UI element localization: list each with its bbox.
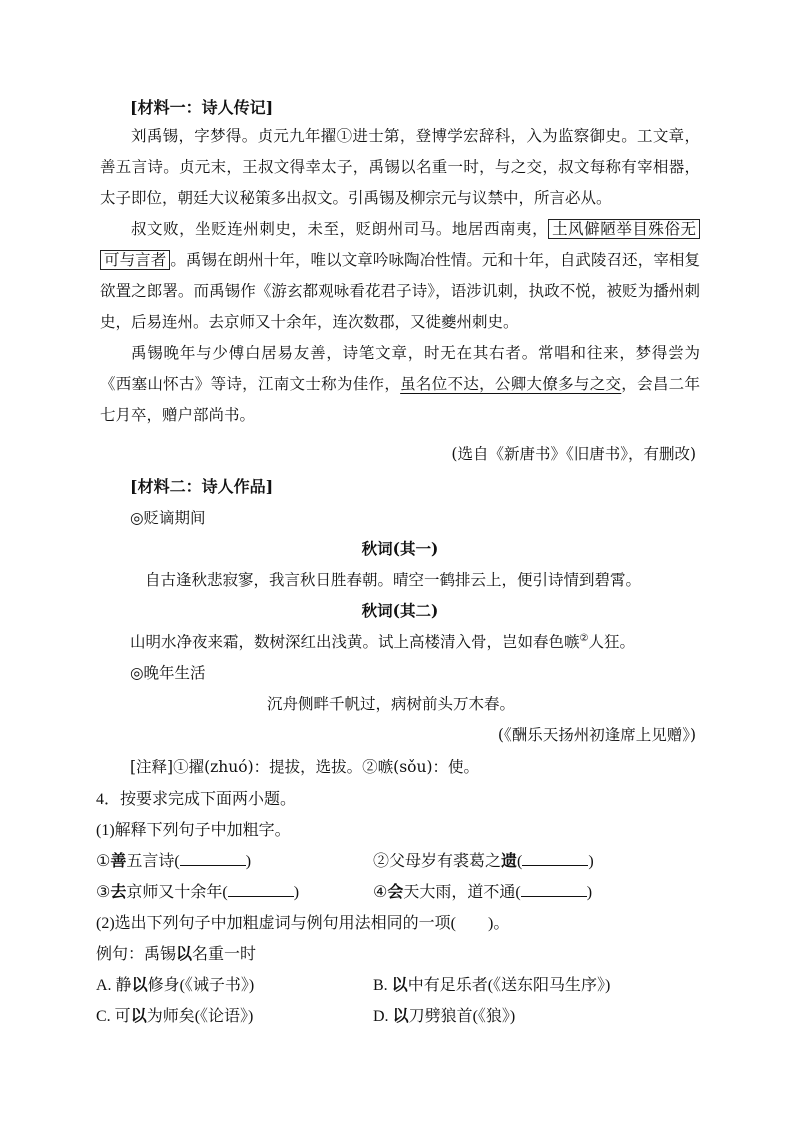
poem2-text-b: 人狂。: [588, 633, 635, 651]
poem1-text: 自古逢秋悲寂寥，我言秋日胜春朝。晴空一鹤排云上，便引诗情到碧霄。: [145, 571, 642, 589]
p3-text-b: ，会昌二年七月卒，赠户部尚书。: [100, 375, 700, 424]
poem3-text: 沉舟侧畔千帆过，病树前头万木春。: [267, 695, 516, 713]
item3-post: 京师又十余年(: [126, 884, 228, 901]
answer-blank-3[interactable]: [228, 882, 294, 897]
poem2-title: 秋词(其二): [361, 601, 439, 620]
biography-paragraph-3: [100, 338, 700, 431]
question-4: 4．按要求完成下面两小题。: [96, 791, 297, 808]
optC-post: 为师矣(《论语》): [146, 1008, 254, 1025]
biography-paragraph-1: 刘禹锡，字梦得。贞元九年擢①进士第，登博学宏辞科，入为监察御史。工文章，善五言诗。贞元末，王叔文得幸太子，禹锡以名重一时，与之交，叔文每称有宰相器，太子即位，朝廷大议秘策多出叔文。引禹锡及柳宗元与议禁中，所言必从。: [100, 127, 700, 207]
optA-post: 修身(《诫子书》): [147, 977, 255, 994]
optA-bold-char: 以: [131, 977, 148, 994]
example-post: 名重一时: [192, 946, 257, 963]
item3-pre: ③: [96, 884, 111, 901]
question-4-2: (2)选出下列句子中加粗虚词与例句用法相同的一项( )。: [96, 915, 510, 932]
item3-bold-char: 去: [110, 884, 127, 901]
optB-bold-char: 以: [391, 977, 408, 994]
item1-pre: ①: [96, 853, 111, 870]
optB-post: 中有足乐者(《送东阳马生序》): [407, 977, 611, 994]
answer-blank-1[interactable]: [180, 851, 246, 866]
material1-body: [100, 121, 700, 431]
item1-close: ): [245, 853, 252, 870]
p3-text-a: 禹锡晚年与少傅白居易友善，诗笔文章，时无在其右者。常唱和往来，梦得尝为《西塞山怀古》等诗，江南文士称为佳作，: [100, 344, 700, 393]
p2-text-a: 叔文败，坐贬连州刺史，未至，贬朗州司马。地居西南夷，: [131, 220, 549, 238]
boxed-sentence-part2: 可与言者: [100, 250, 170, 270]
question-4-1: (1)解释下列句子中加粗字。: [96, 822, 291, 839]
optB-pre: B.: [373, 977, 392, 994]
section-exile: ◎贬谪期间: [130, 509, 206, 527]
item4-bold-char: 会: [387, 884, 404, 901]
item2-post: (: [517, 853, 523, 870]
item2-bold-char: 遗: [501, 853, 518, 870]
example-bold-char: 以: [176, 946, 193, 963]
poem2-text-a: 山明水净夜来霜，数树深红出浅黄。试上高楼清入骨，岂如春色嗾: [130, 633, 580, 651]
item4-pre: ④: [373, 884, 388, 901]
optC-bold-char: 以: [130, 1008, 147, 1025]
note-mark-2: ②: [579, 632, 589, 644]
example-pre: 例句：禹锡: [96, 946, 177, 963]
option-b[interactable]: [373, 972, 610, 995]
material2-heading: [材料二：诗人作品]: [130, 477, 274, 496]
optD-pre: D.: [373, 1008, 393, 1025]
option-c[interactable]: [96, 1003, 253, 1026]
poem1-title: 秋词(其一): [361, 539, 439, 558]
optC-pre: C. 可: [96, 1008, 131, 1025]
boxed-sentence-part1: 土风僻陋举目殊俗无: [548, 219, 700, 239]
section-late-life: ◎晚年生活: [130, 664, 206, 682]
item4-close: ): [586, 884, 593, 901]
answer-blank-4[interactable]: [521, 882, 587, 897]
optD-bold-char: 以: [392, 1008, 409, 1025]
item-2: [373, 848, 594, 871]
item3-close: ): [293, 884, 300, 901]
item-4: [373, 879, 592, 902]
item1-post: 五言诗(: [126, 853, 180, 870]
example-sentence: [96, 941, 256, 964]
underlined-sentence: 虽名位不达，公卿大僚多与之交: [400, 375, 622, 393]
item-1: [96, 848, 251, 871]
poem3-source: (《酬乐天扬州初逢席上见赠》): [497, 726, 696, 744]
item2-close: ): [588, 853, 594, 870]
material1-heading: [材料一：诗人传记]: [130, 98, 274, 117]
p2-text-b: 。禹锡在朗州十年，唯以文章吟咏陶冶性情。元和十年，自武陵召还，宰相复欲置之郎署。而禹锡作《游玄都观咏看花君子诗》，语涉讥刺，执政不悦，被贬为播州刺史，后易连州。去京师又十余年，连次数郡，又徙夔州刺史。: [100, 251, 700, 331]
optD-post: 刀劈狼首(《狼》): [408, 1008, 516, 1025]
poem2-text: [130, 630, 635, 652]
item-3: [96, 879, 299, 902]
option-a[interactable]: [96, 972, 254, 995]
option-d[interactable]: [373, 1003, 515, 1026]
item1-bold-char: 善: [110, 853, 127, 870]
item4-post: 天大雨，道不通(: [403, 884, 521, 901]
biography-paragraph-2: [100, 214, 700, 338]
optA-pre: A. 静: [96, 977, 132, 994]
material1-source: (选自《新唐书》《旧唐书》，有删改): [451, 445, 696, 463]
answer-blank-2[interactable]: [522, 851, 588, 866]
annotations: [注释]①擢(zhuó)：提拔，选拔。②嗾(sǒu)：使。: [130, 758, 480, 776]
item2-pre: ②父母岁有裘葛之: [373, 853, 502, 870]
